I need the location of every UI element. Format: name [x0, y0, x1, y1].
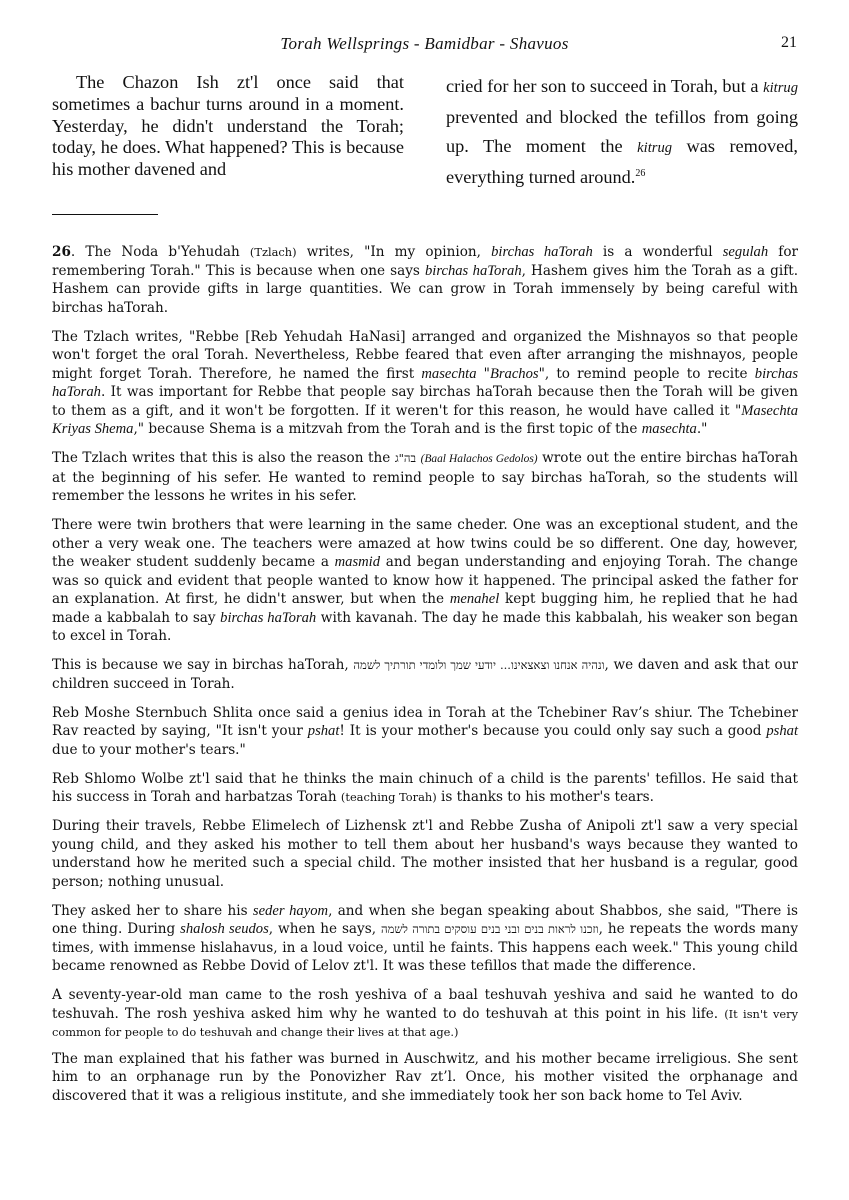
footnote-paragraph: They asked her to share his seder hayom, and when she began speaking about Shabbos, she said, "There is one thing. During shalosh seudos, when he says, וזכנו לראות בנים ובני בנים עוסקים בתורה לשמה, he repeats the words many times, with immense hislahavus, in a loud voice, until he faints. This happens each week." This young child became renowned as Rebbe Dovid of Lelov zt'l. It was these tefillos that made the difference. [52, 902, 799, 974]
main-paragraph-left: The Chazon Ish zt'l once said that sometimes a bachur turns around in a moment. Yesterday, he didn't understand the Torah; today, he does. What happened? This is because his mother davened and [52, 72, 404, 180]
footnote-paragraph: The Tzlach writes, "Rebbe [Reb Yehudah HaNasi] arranged and organized the Mishnayos so that people won't forget the oral Torah. Nevertheless, Rebbe feared that even after arranging the mishnayos, people might forget Torah. Therefore, he named the first masechta "Brachos", to remind people to recite birchas haTorah. It was important for Rebbe that people say birchas haTorah because then the Torah will be given to them as a gift, and it won't be forgotten. If it weren't for this reason, he would have called it "Masechta Kriyas Shema," because Shema is a mitzvah from the Torah and is the first topic of the masechta." [52, 328, 799, 437]
footnote-paragraph: 26. The Noda b'Yehudah (Tzlach) writes, "In my opinion, birchas haTorah is a wonderful segulah for remembering Torah." This is because when one says birchas haTorah, Hashem gives him the Torah as a gift. Hashem can provide gifts in large quantities. We can grow in Torah immensely by being careful with birchas haTorah. [52, 244, 799, 316]
main-paragraph-right: cried for her son to succeed in Torah, but a kitrug prevented and blocked the tefillos from going up. The moment the kitrug was removed, everything turned around.$^{26}$ [446, 76, 798, 187]
page-number: 21 [781, 34, 797, 51]
footnote-paragraph: The Tzlach writes that this is also the reason the בה"ג (Baal Halachos Gedolos) wrote out the entire birchas haTorah at the beginning of his sefer. He wanted to remind people to say birchas haTorah, so the students will remember the lessons he writes in his sefer. [52, 450, 798, 504]
footnote-divider [52, 214, 158, 215]
footnote-number: 26 [52, 244, 71, 260]
main-text-columns [52, 72, 798, 192]
footnotes-section [52, 243, 798, 1116]
footnote-paragraph: Reb Moshe Sternbuch Shlita once said a genius idea in Torah at the Tchebiner Rav’s shiur. The Tchebiner Rav reacted by saying, "It isn't your pshat! It is your mother's because you could only say such a good pshat due to your mother's tears." [52, 704, 798, 758]
footnote-reference[interactable]: 26 [635, 167, 646, 179]
running-title: Torah Wellsprings - Bamidbar - Shavuos [280, 34, 569, 53]
page-header [50, 34, 799, 58]
footnote-paragraph: A seventy-year-old man came to the rosh yeshiva of a baal teshuvah yeshiva and said he wanted to do teshuvah. The rosh yeshiva asked him why he wanted to do teshuvah at this point in his life. (It isn't very common for people to do teshuvah and change their lives at that age.) [52, 987, 799, 1039]
right-column [446, 72, 798, 192]
footnote-paragraph: This is because we say in birchas haTorah, ונהיה אנחנו וצאצאינו... יודעי שמך ולומדי תורתיך לשמה, we daven and ask that our children succeed in Torah. [52, 657, 798, 692]
left-column [52, 72, 404, 192]
footnote-paragraph: During their travels, Rebbe Elimelech of Lizhensk zt'l and Rebbe Zusha of Anipoli zt'l saw a very special young child, and they asked his mother to tell them about her husband's ways because they wanted to understand how he merited such a special child. The mother insisted that her husband is a regular, good person; nothing unusual. [52, 818, 798, 890]
footnote-paragraph: The man explained that his father was burned in Auschwitz, and his mother became irreligious. She sent him to an orphanage run by the Ponovizher Rav zt’l. Once, his mother visited the orphanage and discovered that it was a religious institute, and she immediately took her son back home to Tel Aviv. [52, 1050, 798, 1104]
footnote-paragraph: There were twin brothers that were learning in the same cheder. One was an exceptional student, and the other a very weak one. The teachers were amazed at how twins could be so different. One day, however, the weaker student suddenly became a masmid and began understanding and enjoying Torah. The change was so quick and evident that people wanted to know how it happened. The principal asked the father for an explanation. At first, he didn't answer, but when the menahel kept bugging him, he replied that he had made a kabbalah to say birchas haTorah with kavanah. The day he made this kabbalah, his weaker son began to excel in Torah. [52, 517, 798, 644]
footnote-paragraph: Reb Shlomo Wolbe zt'l said that he thinks the main chinuch of a child is the parents' tefillos. He said that his success in Torah and harbatzas Torah (teaching Torah) is thanks to his mother's tears. [52, 770, 798, 805]
